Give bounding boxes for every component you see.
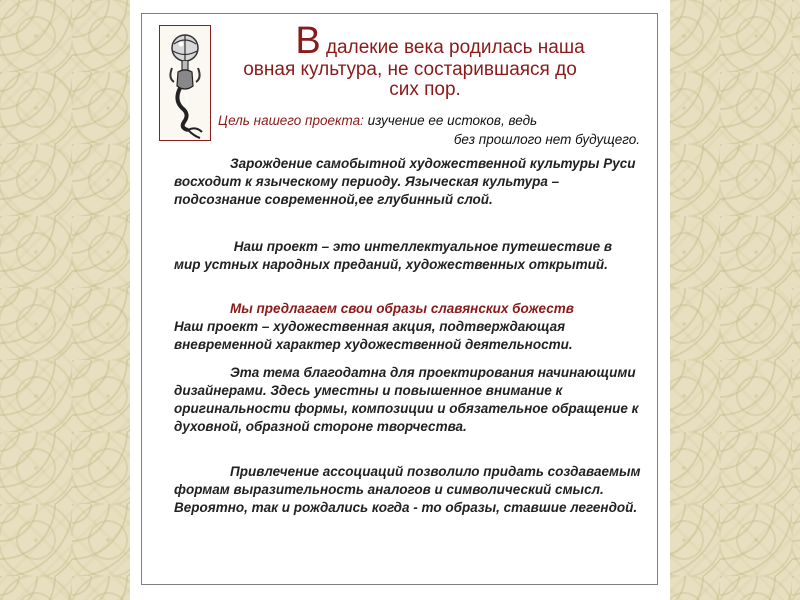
project-goal	[218, 111, 650, 149]
paragraph-deities-lead: Мы предлагаем свои образы славянских божеств	[230, 301, 574, 316]
paragraph-origins	[174, 155, 642, 209]
ornament-background-left	[0, 0, 140, 600]
goal-text-1: изучение ее истоков, ведь	[363, 113, 538, 128]
goal-label: Цель нашего проекта:	[218, 113, 364, 128]
paragraph-journey-text: Наш проект – это интеллектуальное путешествие в мир устных народных преданий, художественных открытий.	[174, 239, 613, 272]
title-initial: В	[295, 20, 321, 62]
title-line-3: сих пор.	[389, 79, 461, 100]
slide-title	[190, 22, 650, 100]
paragraph-associations-text: Привлечение ассоциаций позволило придать создаваемым формам выразительность аналогов и символический смысл. Вероятно, так и рождались когда - то образы, ставшие легендой.	[174, 464, 641, 515]
paragraph-journey	[174, 238, 642, 274]
paragraph-design-text: Эта тема благодатна для проектирования начинающими дизайнерами. Здесь уместны и повышенное внимание к оригинальности формы, композиции и обязательное обращение к духовной, образной стороне творчества.	[174, 365, 639, 434]
goal-text-2: без прошлого нет будущего.	[453, 132, 640, 147]
paragraph-associations	[174, 463, 642, 517]
title-line-1: далекие века родилась наша	[320, 37, 585, 58]
paragraph-deities-text: Наш проект – художественная акция, подтверждающая вневременной характер художественной деятельности.	[174, 319, 573, 352]
paragraph-deities	[174, 300, 642, 354]
paragraph-design	[174, 364, 642, 436]
title-line-2: овная культура, не состарившаяся до	[243, 59, 577, 80]
ornament-background-right	[661, 0, 800, 600]
paragraph-origins-text: Зарождение самобытной художественной культуры Руси восходит к языческому периоду. Языческая культура – подсознание современной,ее глубинный слой.	[174, 156, 636, 207]
